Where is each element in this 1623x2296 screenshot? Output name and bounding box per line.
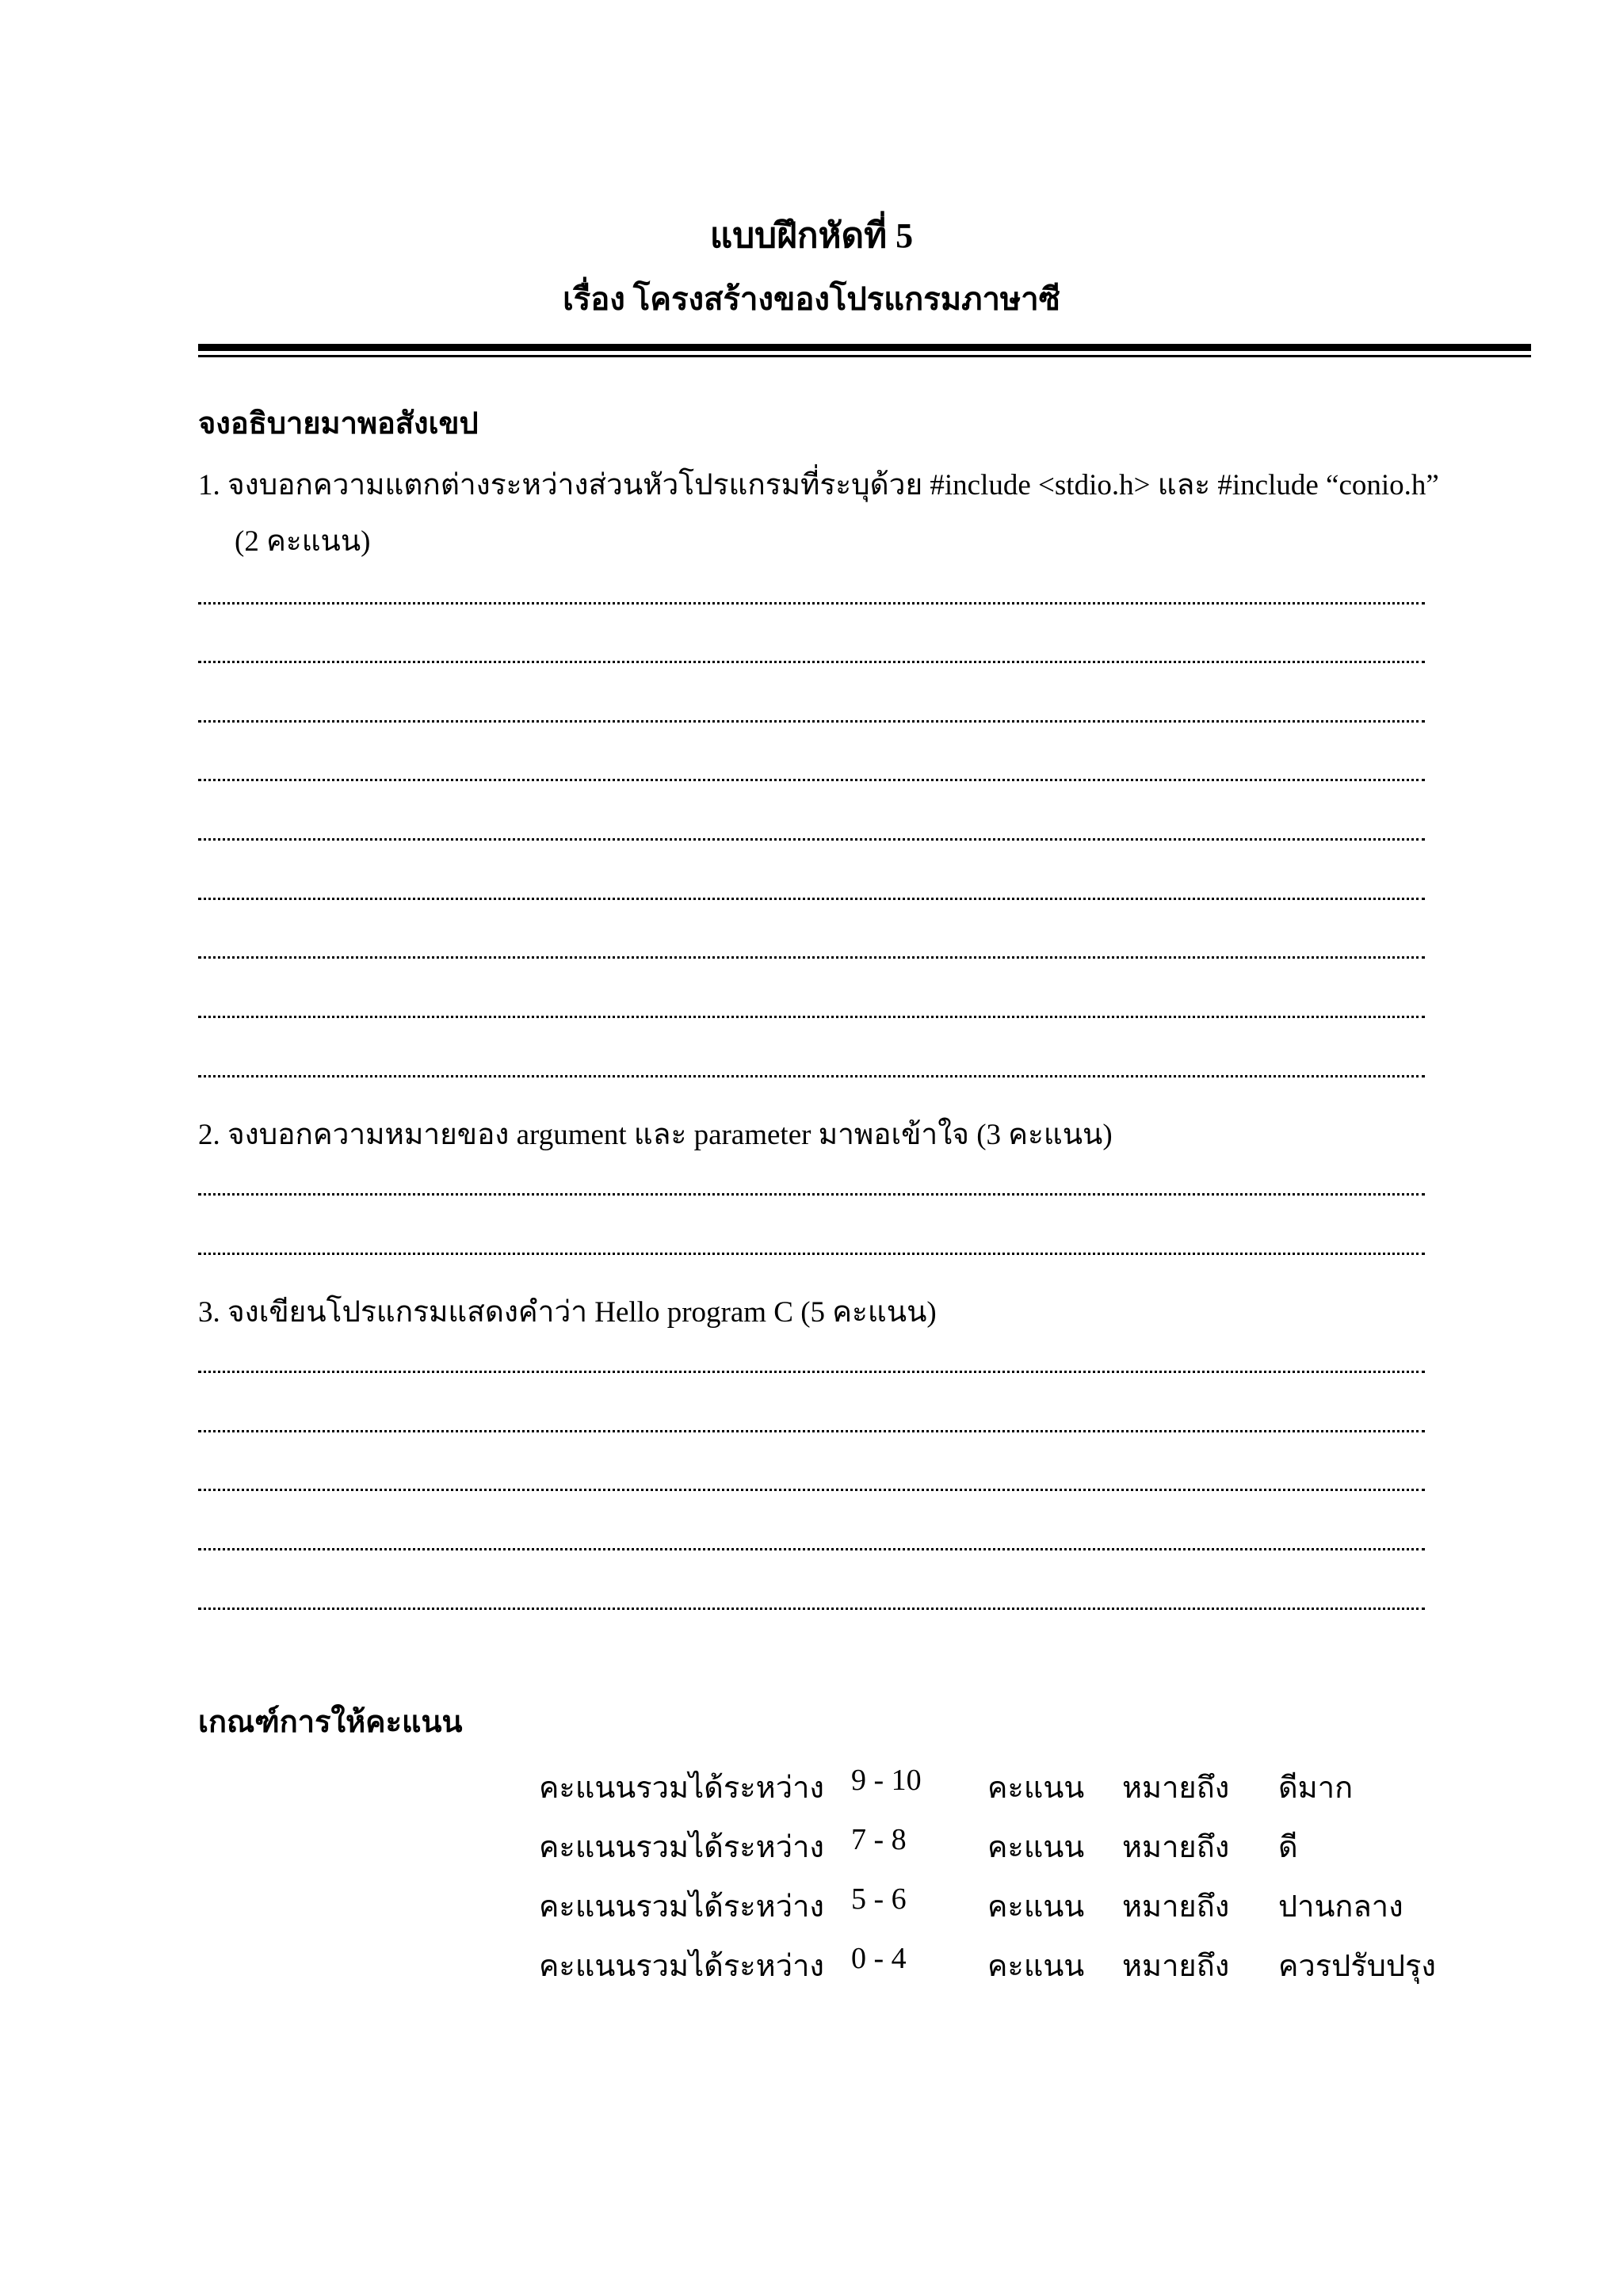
criteria-result: ปานกลาง (1278, 1890, 1403, 1924)
criteria-label: คะแนนรวมได้ระหว่าง (539, 1772, 824, 1805)
criteria-unit: คะแนน (987, 1772, 1085, 1805)
criteria-means: หมายถึง (1122, 1950, 1230, 1983)
criteria-range: 5 - 6 (851, 1882, 907, 1916)
answer-line-q1[interactable] (198, 898, 1425, 900)
page-title: แบบฝึกหัดที่ 5 (709, 216, 914, 255)
criteria-label: คะแนนรวมได้ระหว่าง (539, 1831, 824, 1864)
answer-line-q2[interactable] (198, 1253, 1425, 1255)
answer-line-q1[interactable] (198, 838, 1425, 841)
answer-line-q3[interactable] (198, 1371, 1425, 1373)
criteria-heading: เกณฑ์การให้คะแนน (198, 1706, 463, 1739)
question-2-text: 2. จงบอกความหมายของ argument และ parameter มาพอเข้าใจ (3 คะแนน) (198, 1119, 1113, 1151)
criteria-result: ดีมาก (1278, 1772, 1354, 1805)
answer-line-q1[interactable] (198, 661, 1425, 663)
criteria-result: ดี (1278, 1831, 1298, 1864)
section-heading: จงอธิบายมาพอสังเขป (198, 407, 479, 441)
answer-line-q1[interactable] (198, 956, 1425, 959)
criteria-label: คะแนนรวมได้ระหว่าง (539, 1950, 824, 1983)
criteria-label: คะแนนรวมได้ระหว่าง (539, 1890, 824, 1924)
criteria-range: 7 - 8 (851, 1823, 907, 1856)
header-divider-thin (198, 355, 1531, 357)
answer-line-q1[interactable] (198, 1016, 1425, 1018)
answer-line-q2[interactable] (198, 1193, 1425, 1196)
answer-line-q1[interactable] (198, 1075, 1425, 1077)
header-divider-thick (198, 344, 1531, 351)
answer-line-q1[interactable] (198, 720, 1425, 723)
criteria-range: 0 - 4 (851, 1942, 907, 1975)
criteria-unit: คะแนน (987, 1831, 1085, 1864)
question-3-text: 3. จงเขียนโปรแกรมแสดงคำว่า Hello program C (5 คะแนน) (198, 1296, 937, 1329)
question-1-text: 1. จงบอกความแตกต่างระหว่างส่วนหัวโปรแกรมที่ระบุด้วย #include <stdio.h> และ #include “conio.h” (198, 469, 1439, 502)
criteria-range: 9 - 10 (851, 1764, 922, 1797)
answer-line-q1[interactable] (198, 779, 1425, 781)
answer-line-q3[interactable] (198, 1430, 1425, 1432)
criteria-means: หมายถึง (1122, 1890, 1230, 1924)
criteria-unit: คะแนน (987, 1890, 1085, 1924)
answer-line-q3[interactable] (198, 1489, 1425, 1491)
answer-line-q1[interactable] (198, 602, 1425, 605)
criteria-result: ควรปรับปรุง (1278, 1950, 1436, 1983)
criteria-means: หมายถึง (1122, 1831, 1230, 1864)
criteria-means: หมายถึง (1122, 1772, 1230, 1805)
answer-line-q3[interactable] (198, 1548, 1425, 1550)
criteria-unit: คะแนน (987, 1950, 1085, 1983)
page-subtitle: เรื่อง โครงสร้างของโปรแกรมภาษาซี (563, 281, 1060, 317)
answer-line-q3[interactable] (198, 1608, 1425, 1610)
question-1-points: (2 คะแนน) (235, 525, 371, 558)
